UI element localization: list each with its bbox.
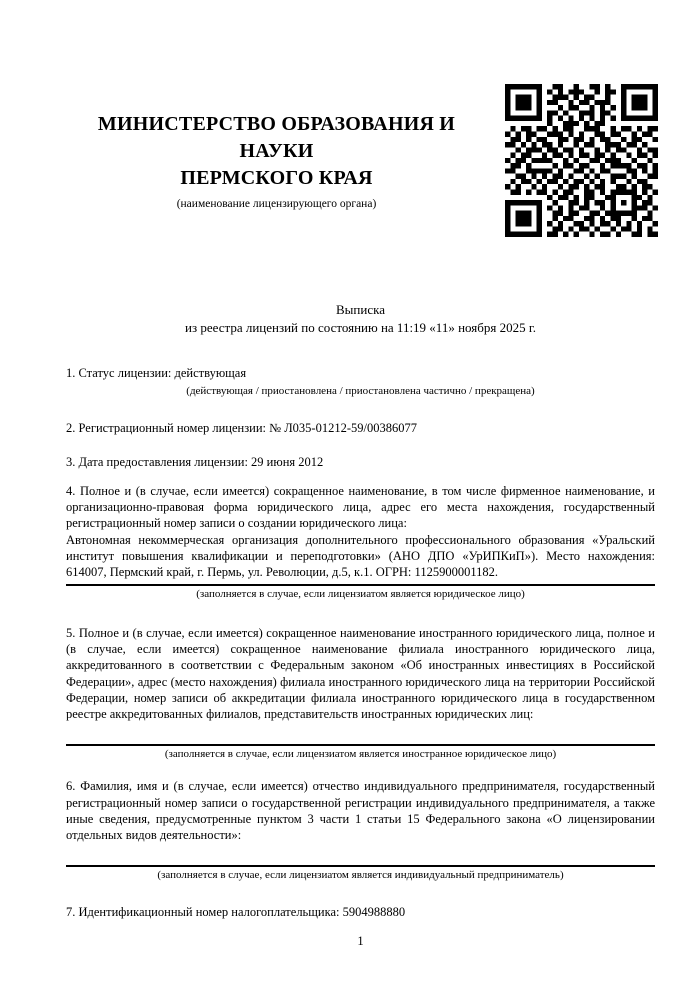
item-2-registration-number: 2. Регистрационный номер лицензии: № Л035-01212-59/00386077 (66, 421, 417, 436)
ministry-name-line1: МИНИСТЕРСТВО ОБРАЗОВАНИЯ И НАУКИ (97, 113, 456, 162)
item-1-status-options-caption: (действующая / приостановлена / приостановлена частично / прекращена) (186, 385, 535, 398)
qr-code (505, 84, 658, 237)
ministry-name-line2: ПЕРМСКОГО КРАЯ (180, 167, 373, 189)
document-title-line1: Выписка (336, 302, 385, 317)
document-body (0, 301, 700, 949)
item-5-fill-line (66, 744, 655, 746)
document-title (66, 301, 655, 337)
item-3-license-grant-date: 3. Дата предоставления лицензии: 29 июня 2012 (66, 454, 324, 469)
item-5-foreign-entity-label: 5. Полное и (в случае, если имеется) сокращенное наименование иностранного юридического лица, полное и (в случае, если имеется) сокращенное наименование филиала иностранного юридического лица, аккредитованного в соответствии с Федеральным законом «Об иностранных инвестициях в Российской Федерации», адрес (место нахождения) филиала иностранного юридического лица на территории Российской Федерации, номер записи об аккредитации филиала иностранного юридического лица в государственном реестре аккредитованных филиалов, представительств иностранных юридических лиц: (66, 625, 655, 722)
ministry-caption: (наименование лицензирующего органа) (176, 198, 377, 210)
item-7-taxpayer-id: 7. Идентификационный номер налогоплательщика: 5904988880 (66, 904, 406, 919)
licensing-authority-block (66, 111, 505, 210)
item-4-fill-caption: (заполняется в случае, если лицензиатом является юридическое лицо) (196, 587, 525, 600)
document-header (0, 84, 700, 237)
item-4-fill-line (66, 584, 655, 586)
item-6-fill-caption: (заполняется в случае, если лицензиатом является индивидуальный предприниматель) (157, 868, 564, 881)
item-6-entrepreneur-label: 6. Фамилия, имя и (в случае, если имеется) отчество индивидуального предпринимателя, государственный регистрационный номер записи о государственной регистрации индивидуального предпринимателя, а также иные сведения, предусмотренные пунктом 3 части 1 статьи 15 Федерального закона «О лицензировании отдельных видов деятельности»: (66, 779, 655, 843)
item-6-fill-line (66, 865, 655, 867)
item-1-license-status: 1. Статус лицензии: действующая (66, 366, 247, 380)
item-4-legal-entity-label: 4. Полное и (в случае, если имеется) сокращенное наименование, в том числе фирменное наименование, и организационно-правовая форма юридического лица, адрес его места нахождения, государственный регистрационный номер записи о создании юридического лица: (66, 483, 655, 531)
qr-code-container (505, 84, 658, 237)
document-title-line2: из реестра лицензий по состоянию на 11:19 «11» ноября 2025 г. (185, 320, 536, 335)
item-4-legal-entity-value: Автономная некоммерческая организация дополнительного профессионального образования «Уральский институт повышения квалификации и переподготовки» (АНО ДПО «УрИПКиП»). Место нахождения: 614007, Пермский край, г. Пермь, ул. Революции, д.5, к.1. ОГРН: 1125900001182. (66, 532, 655, 580)
item-5-fill-caption: (заполняется в случае, если лицензиатом является иностранное юридическое лицо) (164, 748, 557, 761)
page-number: 1 (357, 933, 364, 948)
